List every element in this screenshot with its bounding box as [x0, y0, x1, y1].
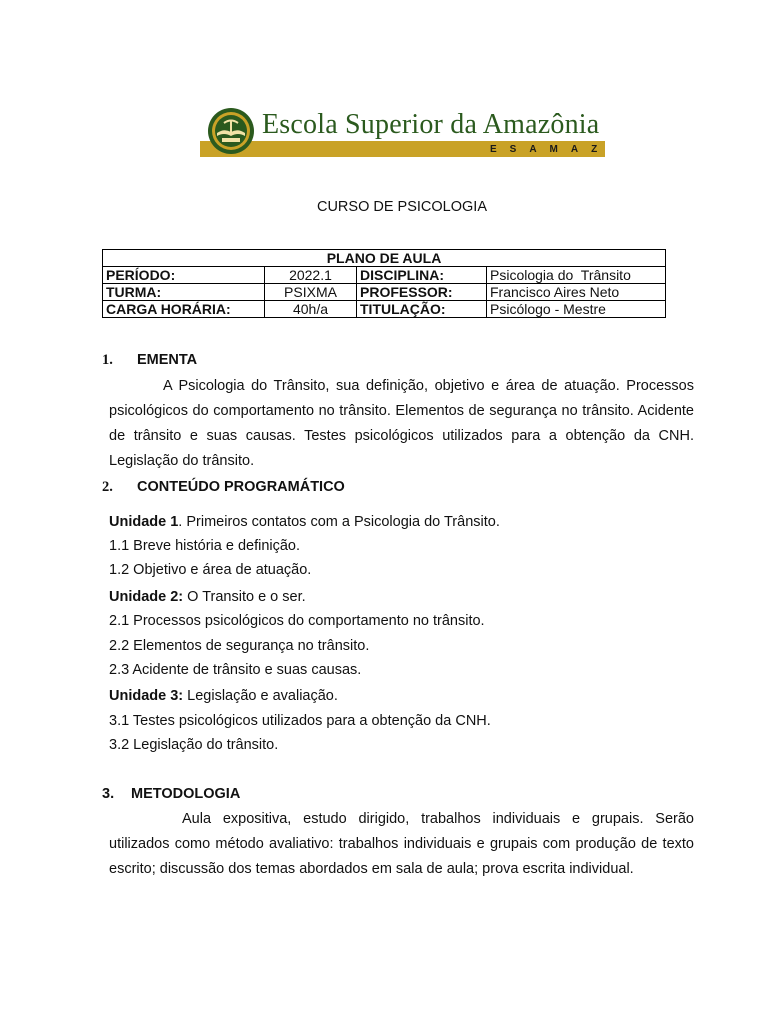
- school-logo: [200, 103, 611, 157]
- table-row: [103, 301, 666, 318]
- unidade-3-label: Unidade 3:: [109, 688, 184, 704]
- section-number: 1.: [102, 352, 113, 368]
- section-conteudo-heading: [102, 479, 345, 496]
- unidade-1-label: Unidade 1: [109, 514, 179, 530]
- unidade-2-label: Unidade 2:: [109, 589, 184, 605]
- turma-label: TURMA:: [103, 284, 265, 301]
- carga-horaria-label: CARGA HORÁRIA:: [103, 301, 265, 318]
- periodo-value: 2022.1: [265, 267, 357, 284]
- course-title: CURSO DE PSICOLOGIA: [316, 199, 487, 215]
- unidade-2-line: [109, 589, 306, 605]
- list-item: 3.1 Testes psicológicos utilizados para a obtenção da CNH.: [109, 713, 491, 729]
- professor-value: Francisco Aires Neto: [487, 284, 666, 301]
- periodo-label: PERÍODO:: [103, 267, 265, 284]
- ementa-paragraph: A Psicologia do Trânsito, sua definição, objetivo e área de atuação. Processos psicológicos do comportamento no trânsito. Elementos de segurança no trânsito. Acidente de trânsito e suas causas. Testes psicológicos utilizados para a obtenção da CNH. Legislação do trânsito.: [109, 378, 694, 469]
- unidade-3-line: [109, 688, 338, 704]
- disciplina-label: DISCIPLINA:: [357, 267, 487, 284]
- turma-value: PSIXMA: [265, 284, 357, 301]
- metodologia-paragraph: Aula expositiva, estudo dirigido, trabalhos individuais e grupais. Serão utilizados como método avaliativo: trabalhos individuais e grupais com produção de texto escrito; discussão dos temas abordados em sala de aula; prova escrita individual.: [109, 811, 694, 877]
- disciplina-value: Psicologia do Trânsito: [487, 267, 666, 284]
- book-emblem-icon: [206, 106, 256, 156]
- logo-school-name: Escola Superior da Amazônia: [262, 109, 600, 140]
- section-metodologia-heading: [102, 786, 240, 802]
- unidade-2-text: O Transito e o ser.: [183, 589, 306, 605]
- section-title: CONTEÚDO PROGRAMÁTICO: [137, 479, 345, 495]
- list-item: 1.2 Objetivo e área de atuação.: [109, 562, 312, 578]
- section-number: 2.: [102, 479, 113, 495]
- professor-label: PROFESSOR:: [357, 284, 487, 301]
- list-item: 1.1 Breve história e definição.: [109, 538, 301, 554]
- plan-table-header-row: [103, 250, 666, 267]
- list-item: 2.3 Acidente de trânsito e suas causas.: [109, 662, 362, 678]
- titulacao-value: Psicólogo - Mestre: [487, 301, 666, 318]
- plan-table-header: PLANO DE AULA: [103, 250, 666, 267]
- plan-table: [102, 249, 666, 318]
- section-title: EMENTA: [137, 352, 198, 368]
- list-item: 2.2 Elementos de segurança no trânsito.: [109, 638, 370, 654]
- list-item: 2.1 Processos psicológicos do comportamento no trânsito.: [109, 613, 485, 629]
- section-ementa-heading: [102, 352, 197, 369]
- unidade-1-text: . Primeiros contatos com a Psicologia do Trânsito.: [178, 514, 500, 530]
- unidade-1-line: [109, 514, 500, 530]
- carga-horaria-value: 40h/a: [265, 301, 357, 318]
- section-title: METODOLOGIA: [131, 786, 241, 802]
- titulacao-label: TITULAÇÃO:: [357, 301, 487, 318]
- list-item: 3.2 Legislação do trânsito.: [109, 737, 279, 753]
- table-row: [103, 284, 666, 301]
- table-row: [103, 267, 666, 284]
- logo-acronym: ESAMAZ: [490, 144, 611, 155]
- section-number: 3.: [102, 786, 115, 802]
- unidade-3-text: Legislação e avaliação.: [183, 688, 338, 704]
